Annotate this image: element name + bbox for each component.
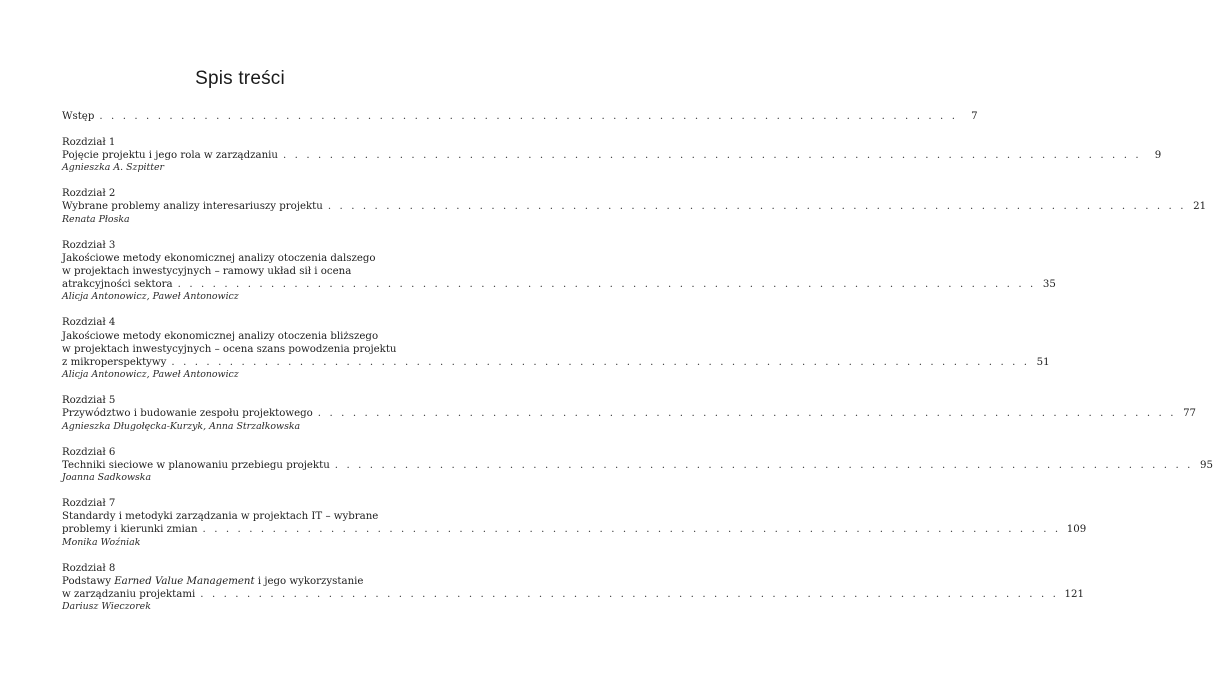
toc-title-line [62,407,1197,420]
table-of-contents [62,110,1213,614]
page-number: 51 [1036,356,1050,368]
dot-leader: . . . . . . . . . . . . . . . . . . . . . . . . . . . . . . . . . . . . . . . . . . . . . . . . . . . . . . . . . . . . . . . . . . . . . . . . . . [327,201,1187,213]
toc-title-line: w projektach inwestycyjnych – ocena szans powodzenia projektu [62,343,397,355]
toc-title-line [62,575,414,588]
toc-title: Pojęcie projektu i jego rola w zarządzaniu [62,149,278,161]
toc-entry-chapter-4 [62,316,1050,381]
dot-leader: . . . . . . . . . . . . . . . . . . . . . . . . . . . . . . . . . . . . . . . . . . . . . . . . . . . . . . . . . . . . . . . . . . . . . . . . . . [99,111,958,122]
chapter-label: Rozdział 1 [62,136,116,148]
chapter-author: Agnieszka A. Szpitter [62,162,165,174]
toc-title: Wybrane problemy analizy interesariuszy projektu [62,201,323,213]
dot-leader: . . . . . . . . . . . . . . . . . . . . . . . . . . . . . . . . . . . . . . . . . . . . . . . . . . . . . . . . . . . . . . . . . . . . . . . . . . [202,524,1061,536]
dot-leader: . . . . . . . . . . . . . . . . . . . . . . . . . . . . . . . . . . . . . . . . . . . . . . . . . . . . . . . . . . . . . . . . . . . . . . . . . . [171,356,1030,368]
page-number: 7 [971,111,978,122]
toc-title-prefix: Podstawy [62,575,115,587]
toc-entry-chapter-1 [62,136,1162,175]
toc-title-line [62,459,1213,472]
toc-title-line: Jakościowe metody ekonomicznej analizy otoczenia dalszego [62,252,376,264]
chapter-author: Monika Woźniak [62,536,141,548]
toc-entry-chapter-5 [62,394,1197,433]
toc-title: Przywództwo i budowanie zespołu projektowego [62,408,313,420]
chapter-label: Rozdział 3 [62,239,116,251]
toc-title: problemy i kierunki zmian [62,524,198,536]
chapter-author: Dariusz Wieczorek [62,601,151,613]
toc-title-line [62,356,1050,369]
toc-title-line: w projektach inwestycyjnych – ramowy układ sił i ocena [62,265,352,277]
toc-entry-chapter-8 [62,562,1084,614]
toc-title-line [62,149,1162,162]
dot-leader: . . . . . . . . . . . . . . . . . . . . . . . . . . . . . . . . . . . . . . . . . . . . . . . . . . . . . . . . . . . . . . . . . . . . . . . . . . [177,279,1036,291]
toc-title-line [62,588,1084,601]
chapter-label: Rozdział 7 [62,497,116,509]
page-number: 121 [1064,588,1084,600]
page-number: 21 [1193,201,1207,213]
toc-title-emphasis: Earned Value Management [114,575,255,587]
toc-title: z mikroperspektywy [62,356,167,368]
page-number: 95 [1200,459,1213,471]
toc-entry-chapter-2 [62,187,1207,226]
chapter-label: Rozdział 6 [62,446,116,458]
page-number: 9 [1154,149,1162,161]
toc-title-line [62,200,1207,213]
toc-entry-chapter-7 [62,497,1087,549]
toc-entry-chapter-3 [62,239,1056,304]
toc-title-line [62,278,1056,291]
page-number: 109 [1066,524,1087,536]
toc-entry-chapter-6 [62,446,1213,485]
toc-title-line [62,110,978,123]
dot-leader: . . . . . . . . . . . . . . . . . . . . . . . . . . . . . . . . . . . . . . . . . . . . . . . . . . . . . . . . . . . . . . . . . . . . . . . . . . [317,408,1177,420]
chapter-author: Alicja Antonowicz, Paweł Antonowicz [62,369,239,381]
page-number: 35 [1042,279,1056,291]
dot-leader: . . . . . . . . . . . . . . . . . . . . . . . . . . . . . . . . . . . . . . . . . . . . . . . . . . . . . . . . . . . . . . . . . . . . . . . . . . [282,149,1142,161]
chapter-label: Rozdział 5 [62,395,116,407]
chapter-author: Alicja Antonowicz, Paweł Antonowicz [62,291,239,303]
toc-title-suffix: i jego wykorzystanie [254,575,364,587]
chapter-author: Renata Płoska [62,213,130,225]
chapter-author: Joanna Sadkowska [62,471,152,483]
dot-leader: . . . . . . . . . . . . . . . . . . . . . . . . . . . . . . . . . . . . . . . . . . . . . . . . . . . . . . . . . . . . . . . . . . . . . . . . . . [200,588,1059,600]
toc-title: atrakcyjności sektora [62,279,173,291]
toc-title: Techniki sieciowe w planowaniu przebiegu projektu [62,459,330,471]
toc-title: w zarządzaniu projektami [62,588,196,600]
page-title: Spis treści [195,68,285,89]
toc-title-line: Jakościowe metody ekonomicznej analizy otoczenia bliższego [62,330,379,342]
chapter-label: Rozdział 2 [62,188,116,200]
page-number: 77 [1183,408,1197,420]
dot-leader: . . . . . . . . . . . . . . . . . . . . . . . . . . . . . . . . . . . . . . . . . . . . . . . . . . . . . . . . . . . . . . . . . . . . . . . . . . [334,459,1193,471]
chapter-author: Agnieszka Długołęcka-Kurzyk, Anna Strzałkowska [62,420,301,432]
toc-title-line [62,523,1087,536]
toc-title: Wstęp [62,111,95,122]
chapter-label: Rozdział 8 [62,562,116,574]
toc-title-line: Standardy i metodyki zarządzania w projektach IT – wybrane [62,511,379,523]
chapter-label: Rozdział 4 [62,317,116,329]
toc-entry-introduction [62,110,978,123]
